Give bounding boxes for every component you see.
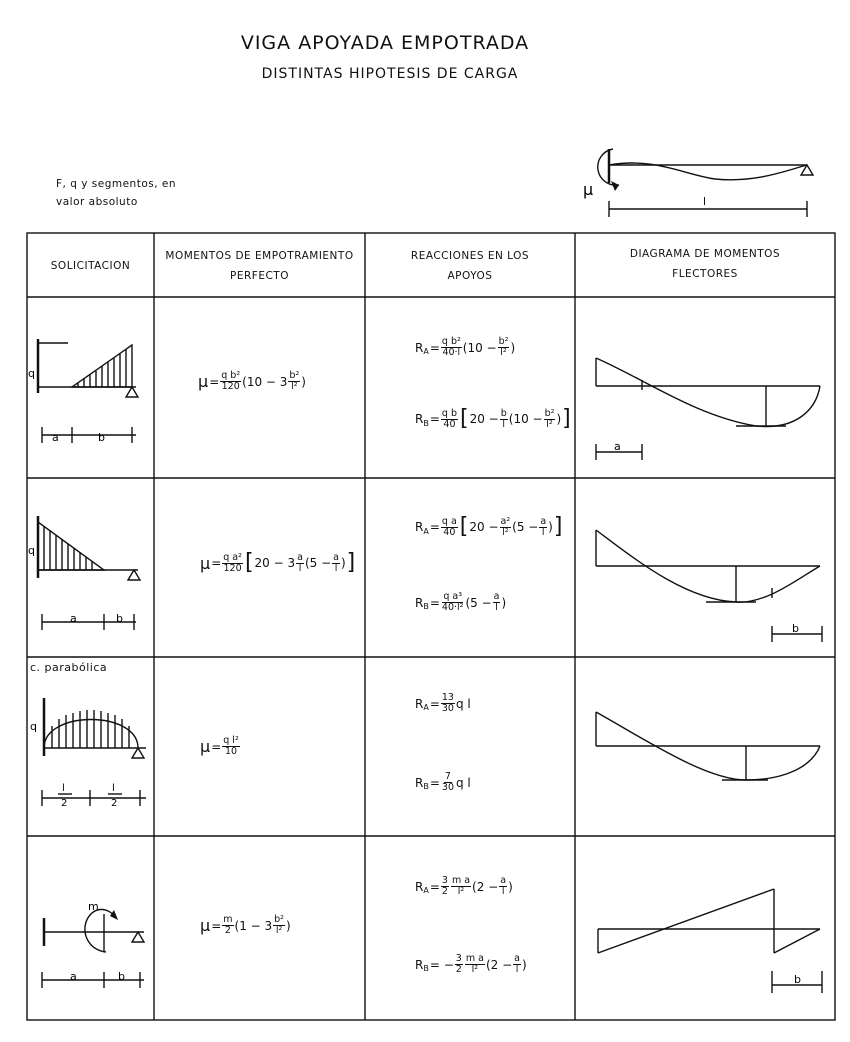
row3-ra-formula: R A = $\frac{13}{30}$ q l — [415, 692, 471, 714]
row1-ra-formula: R A = $\frac{\text{q b²}}{40\cdot l}$ (10 − $\frac{\text{b²}}{\text{l²}}$ ) — [415, 336, 516, 358]
note-line-2: valor absoluto — [56, 196, 138, 208]
row2-b-label: b — [116, 612, 123, 625]
row1-a-label: a — [52, 431, 59, 444]
row3-l2-num: l — [112, 783, 115, 794]
note-line-1: F, q y segmentos, en — [56, 178, 177, 190]
row4-ra-formula: R A = $\frac{3}{2}$ $\frac{\text{m a}}{\text{l²}}$ (2 − $\frac{a}{l}$ ) — [415, 875, 513, 897]
row1-load-diagram — [28, 335, 153, 465]
row2-rb-formula: R B = $\frac{\text{q a³}}{\text{40·l²}}$ (5 − $\frac{a}{l}$ ) — [415, 591, 507, 613]
row4-moment-formula: μ = $\frac{m}{2}$ (1 − 3 $\frac{\text{b²}}{\text{l²}}$ ) — [200, 914, 291, 936]
row3-caption: c. parabólica — [30, 661, 108, 674]
row2-load-diagram — [28, 512, 153, 642]
row1-rb-formula: R B = $\frac{\text{q b}}{40}$ [ 20 − $\frac{b}{l}$ (10 − $\frac{\text{b²}}{\text{l²}}$ ) ] — [415, 406, 571, 431]
row1-moment-diagram — [576, 340, 834, 470]
row2-moment-formula: μ = $\frac{\text{q a²}}{120}$ [ 20 − 3 $\frac{a}{l}$ (5 − $\frac{a}{l}$ ) ] — [200, 550, 356, 575]
row2-diagram-label: b — [792, 622, 799, 635]
row1-q-label: q — [28, 367, 35, 380]
page-title: VIGA APOYADA EMPOTRADA — [240, 32, 530, 54]
row4-load-diagram — [28, 888, 153, 1008]
row3-load-diagram — [28, 690, 153, 820]
row3-q-label: q — [30, 720, 37, 733]
row1-moment-formula: μ = $\frac{\text{q b²}}{120}$ (10 − 3 $\frac{\text{b²}}{\text{l²}}$ ) — [198, 370, 306, 392]
header-reacciones: REACCIONES EN LOS APOYOS — [410, 250, 530, 282]
row3-l2-den: 2 — [111, 798, 118, 809]
row3-l1-num: l — [62, 783, 65, 794]
row3-moment-formula: μ = $\frac{\text{q l²}}{10}$ — [200, 735, 239, 757]
row2-q-label: q — [28, 544, 35, 557]
row4-a-label: a — [70, 970, 77, 983]
row3-l1-den: 2 — [61, 798, 68, 809]
row2-moment-diagram — [576, 520, 834, 650]
page-subtitle: DISTINTAS HIPOTESIS DE CARGA — [261, 66, 519, 82]
row3-rb-formula: R B = $\frac{7}{30}$ q l — [415, 771, 471, 793]
row2-ra-formula: R A = $\frac{\text{q a}}{40}$ [ 20 − $\frac{\text{a²}}{\text{l²}}$ (5 − $\frac{a}{l}$ ) ] — [415, 514, 563, 539]
row4-moment-diagram — [576, 875, 834, 1005]
row4-diagram-label: b — [794, 973, 801, 986]
row4-b-label: b — [118, 970, 125, 983]
row4-rb-formula: R B = − $\frac{3}{2}$ $\frac{\text{m a}}{\text{l²}}$ (2 − $\frac{a}{l}$ ) — [415, 953, 527, 975]
row2-a-label: a — [70, 612, 77, 625]
reference-length-label: l — [703, 195, 707, 208]
header-solicitacion: SOLICITACION — [50, 260, 131, 272]
header-momentos: MOMENTOS DE EMPOTRAMIENTO PERFECTO — [165, 250, 354, 282]
header-diagrama: DIAGRAMA DE MOMENTOS FLECTORES — [629, 248, 781, 280]
row1-b-label: b — [98, 431, 105, 444]
row3-moment-diagram — [576, 700, 834, 810]
row1-diagram-label: a — [614, 440, 621, 453]
row4-m-label: m — [88, 900, 99, 913]
reference-moment-symbol: μ — [583, 180, 594, 199]
